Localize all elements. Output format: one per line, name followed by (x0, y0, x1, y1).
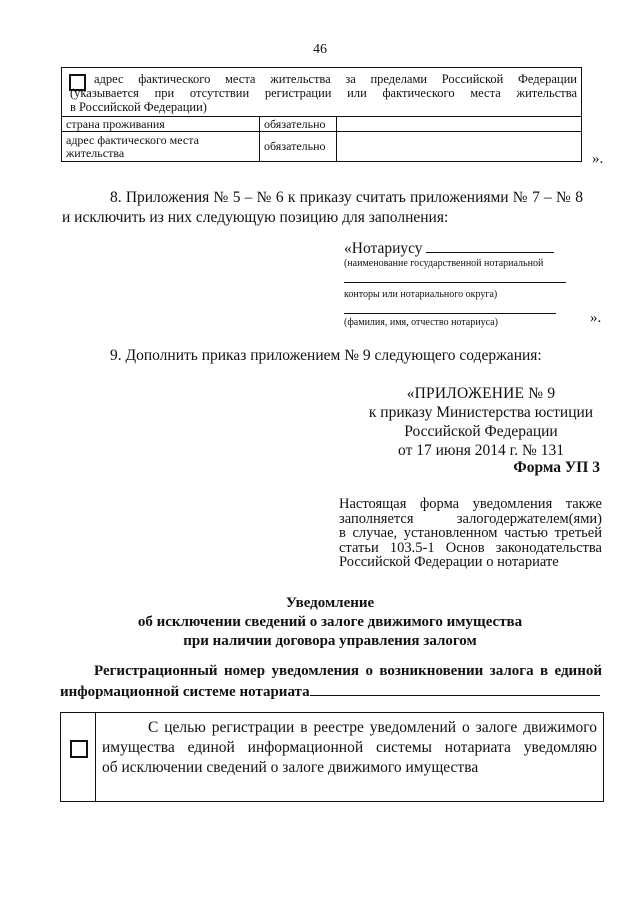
appendix-line: от 17 июня 2014 г. № 131 (398, 442, 564, 459)
appendix-line: «ПРИЛОЖЕНИЕ № 9 (406, 385, 556, 402)
paragraph-line: и исключить из них следующую позицию для заполнения: (62, 209, 449, 226)
note-line: заполняется залогодержателем(ями) (339, 510, 602, 527)
form-note (339, 497, 602, 570)
request-box (60, 712, 604, 802)
registration-line: Регистрационный номер уведомления о возникновении залога в единой (94, 663, 602, 679)
row-value-cell[interactable] (337, 117, 582, 132)
title-line: об исключении сведений о залоге движимого имущества (137, 614, 523, 630)
checkbox[interactable] (70, 740, 88, 758)
page-number: 46 (313, 42, 327, 57)
request-line: имущества единой информационной системы нотариата уведомляю (102, 739, 597, 756)
note-line: Российской Федерации о нотариате (339, 554, 559, 570)
notary-hint: конторы или нотариального округа) (344, 289, 498, 300)
request-line: С целью регистрации в реестре уведомлений о залоге движимого (148, 719, 597, 736)
row-label (62, 132, 260, 162)
appendix-line: к приказу Министерства юстиции (368, 404, 594, 421)
title-line: Уведомление (285, 595, 375, 611)
notary-hint: (наименование государственной нотариальной (344, 258, 544, 269)
note-line: в случае, установленном частью третьей (339, 525, 602, 541)
checkbox-cell (61, 713, 96, 801)
closing-quote: ». (592, 151, 604, 167)
row-label-line: жительства (66, 145, 125, 160)
notary-name-field[interactable] (426, 238, 554, 253)
closing-quote: ». (590, 310, 602, 326)
paragraph-9: 9. Дополнить приказ приложением № 9 следующего содержания: (110, 347, 542, 364)
header-line: адрес фактического места жительства за пределами Российской Федерации (94, 72, 577, 86)
notary-to: «Нотариусу (344, 240, 423, 257)
notary-fio-field[interactable] (344, 301, 556, 314)
appendix-header (360, 384, 602, 460)
request-line: об исключении сведений о залоге движимого имущества (102, 759, 479, 776)
registration-number-field[interactable] (310, 681, 600, 696)
title-line: при наличии договора управления залогом (183, 633, 477, 649)
appendix-line: Российской Федерации (404, 423, 558, 440)
row-label-line: адрес фактического места (66, 132, 199, 147)
note-line: Настоящая форма уведомления также (339, 496, 602, 512)
note-line: статьи 103.5-1 Основ законодательства (339, 539, 602, 556)
notary-office-field[interactable] (344, 270, 566, 283)
row-requirement: обязательно (260, 132, 337, 162)
request-text (102, 718, 597, 778)
registration-line: информационной системе нотариата (60, 684, 310, 700)
registration-number (60, 661, 602, 702)
row-requirement: обязательно (260, 117, 337, 132)
notary-hint: (фамилия, имя, отчество нотариуса) (344, 317, 498, 328)
row-value-cell[interactable] (337, 132, 582, 162)
paragraph-8 (62, 188, 583, 228)
notary-block (344, 238, 574, 329)
form-code: Форма УП 3 (513, 459, 600, 476)
address-table-header (62, 68, 582, 117)
header-line: в Российской Федерации) (70, 100, 207, 114)
header-line: (указывается при отсутствии регистрации или фактического места жительства (70, 86, 577, 100)
address-table (61, 67, 582, 162)
paragraph-line: 8. Приложения № 5 – № 6 к приказу считать приложениями № 7 – № 8 (110, 189, 583, 206)
row-label: страна проживания (62, 117, 260, 132)
document-title (60, 594, 600, 651)
